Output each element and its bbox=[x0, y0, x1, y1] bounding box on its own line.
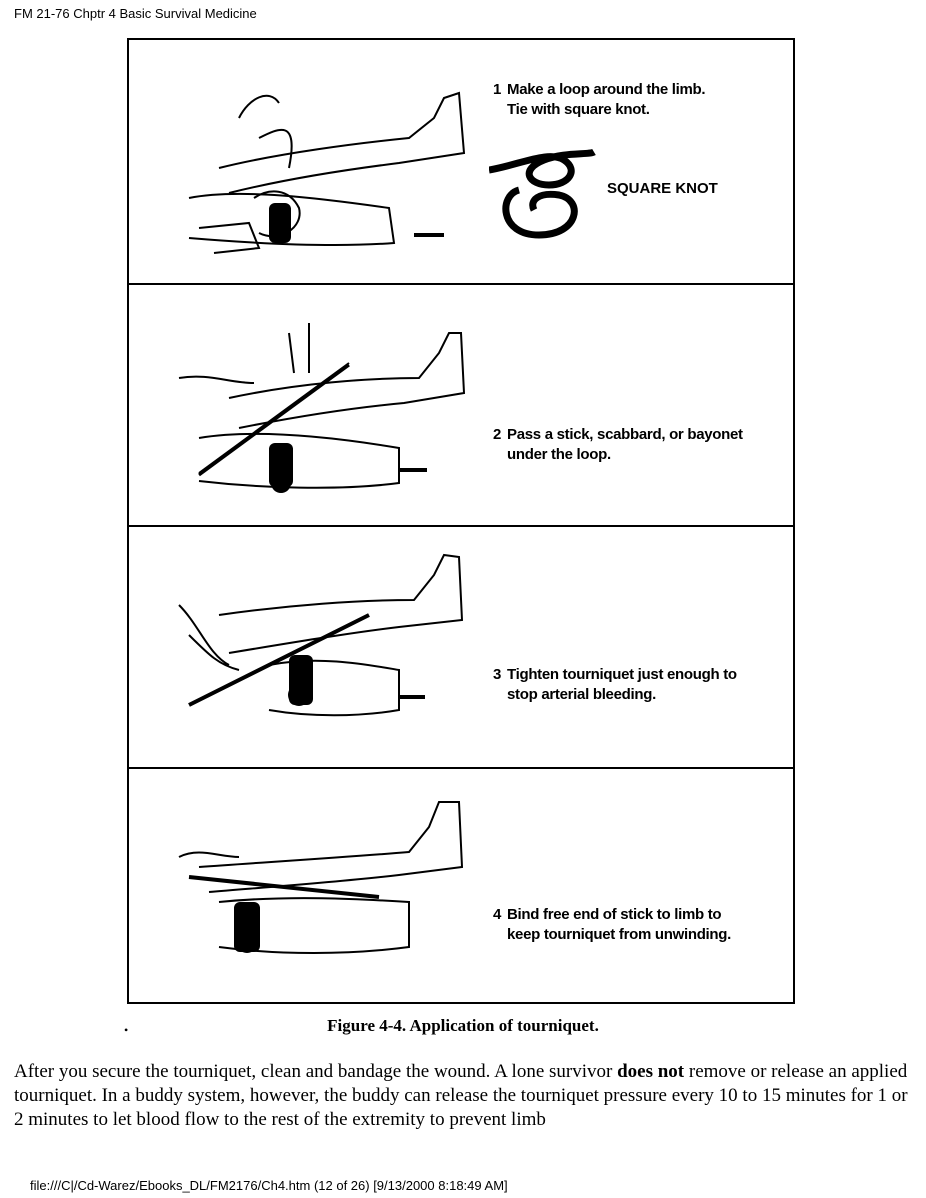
figure-panel-step-3 bbox=[129, 527, 793, 769]
emphasis-does-not: does not bbox=[617, 1061, 685, 1082]
square-knot-label: SQUARE KNOT bbox=[607, 180, 718, 197]
figure-panel-step-4 bbox=[129, 769, 793, 1002]
body-paragraph: After you secure the tourniquet, clean and bandage the wound. A lone survivor does not remove or release an applied tourniquet. In a buddy system, however, the buddy can release the tourniquet pressure every 10 to 15 minutes for 1 or 2 minutes to let blood flow to the rest of the extremity to prevent limb bbox=[14, 1061, 908, 1130]
illustration-loop-around-limb bbox=[159, 58, 469, 258]
step-1-text: 1 Make a loop around the limb. Tie with square knot. bbox=[493, 81, 706, 118]
page-header-title: FM 21-76 Chptr 4 Basic Survival Medicine bbox=[14, 6, 257, 21]
step-4-text: 4 Bind free end of stick to limb to keep tourniquet from unwinding. bbox=[493, 906, 732, 943]
figure-panel-step-2 bbox=[129, 285, 793, 527]
page-footer-url: file:///C|/Cd-Warez/Ebooks_DL/FM2176/Ch4.htm (12 of 26) [9/13/2000 8:18:49 AM] bbox=[30, 1178, 508, 1193]
illustration-tighten-tourniquet bbox=[159, 545, 469, 745]
square-knot-diagram bbox=[489, 140, 599, 240]
figure-caption: Figure 4-4. Application of tourniquet. bbox=[327, 1016, 599, 1035]
tourniquet-figure bbox=[127, 38, 795, 1004]
step-2-text: 2 Pass a stick, scabbard, or bayonet under the loop. bbox=[493, 426, 743, 463]
illustration-bind-stick-to-limb bbox=[159, 787, 469, 987]
step-3-text: 3 Tighten tourniquet just enough to stop arterial bleeding. bbox=[493, 666, 737, 703]
stray-dot: • bbox=[124, 1023, 129, 1037]
figure-panel-step-1 bbox=[129, 40, 793, 285]
illustration-stick-under-loop bbox=[159, 303, 469, 503]
